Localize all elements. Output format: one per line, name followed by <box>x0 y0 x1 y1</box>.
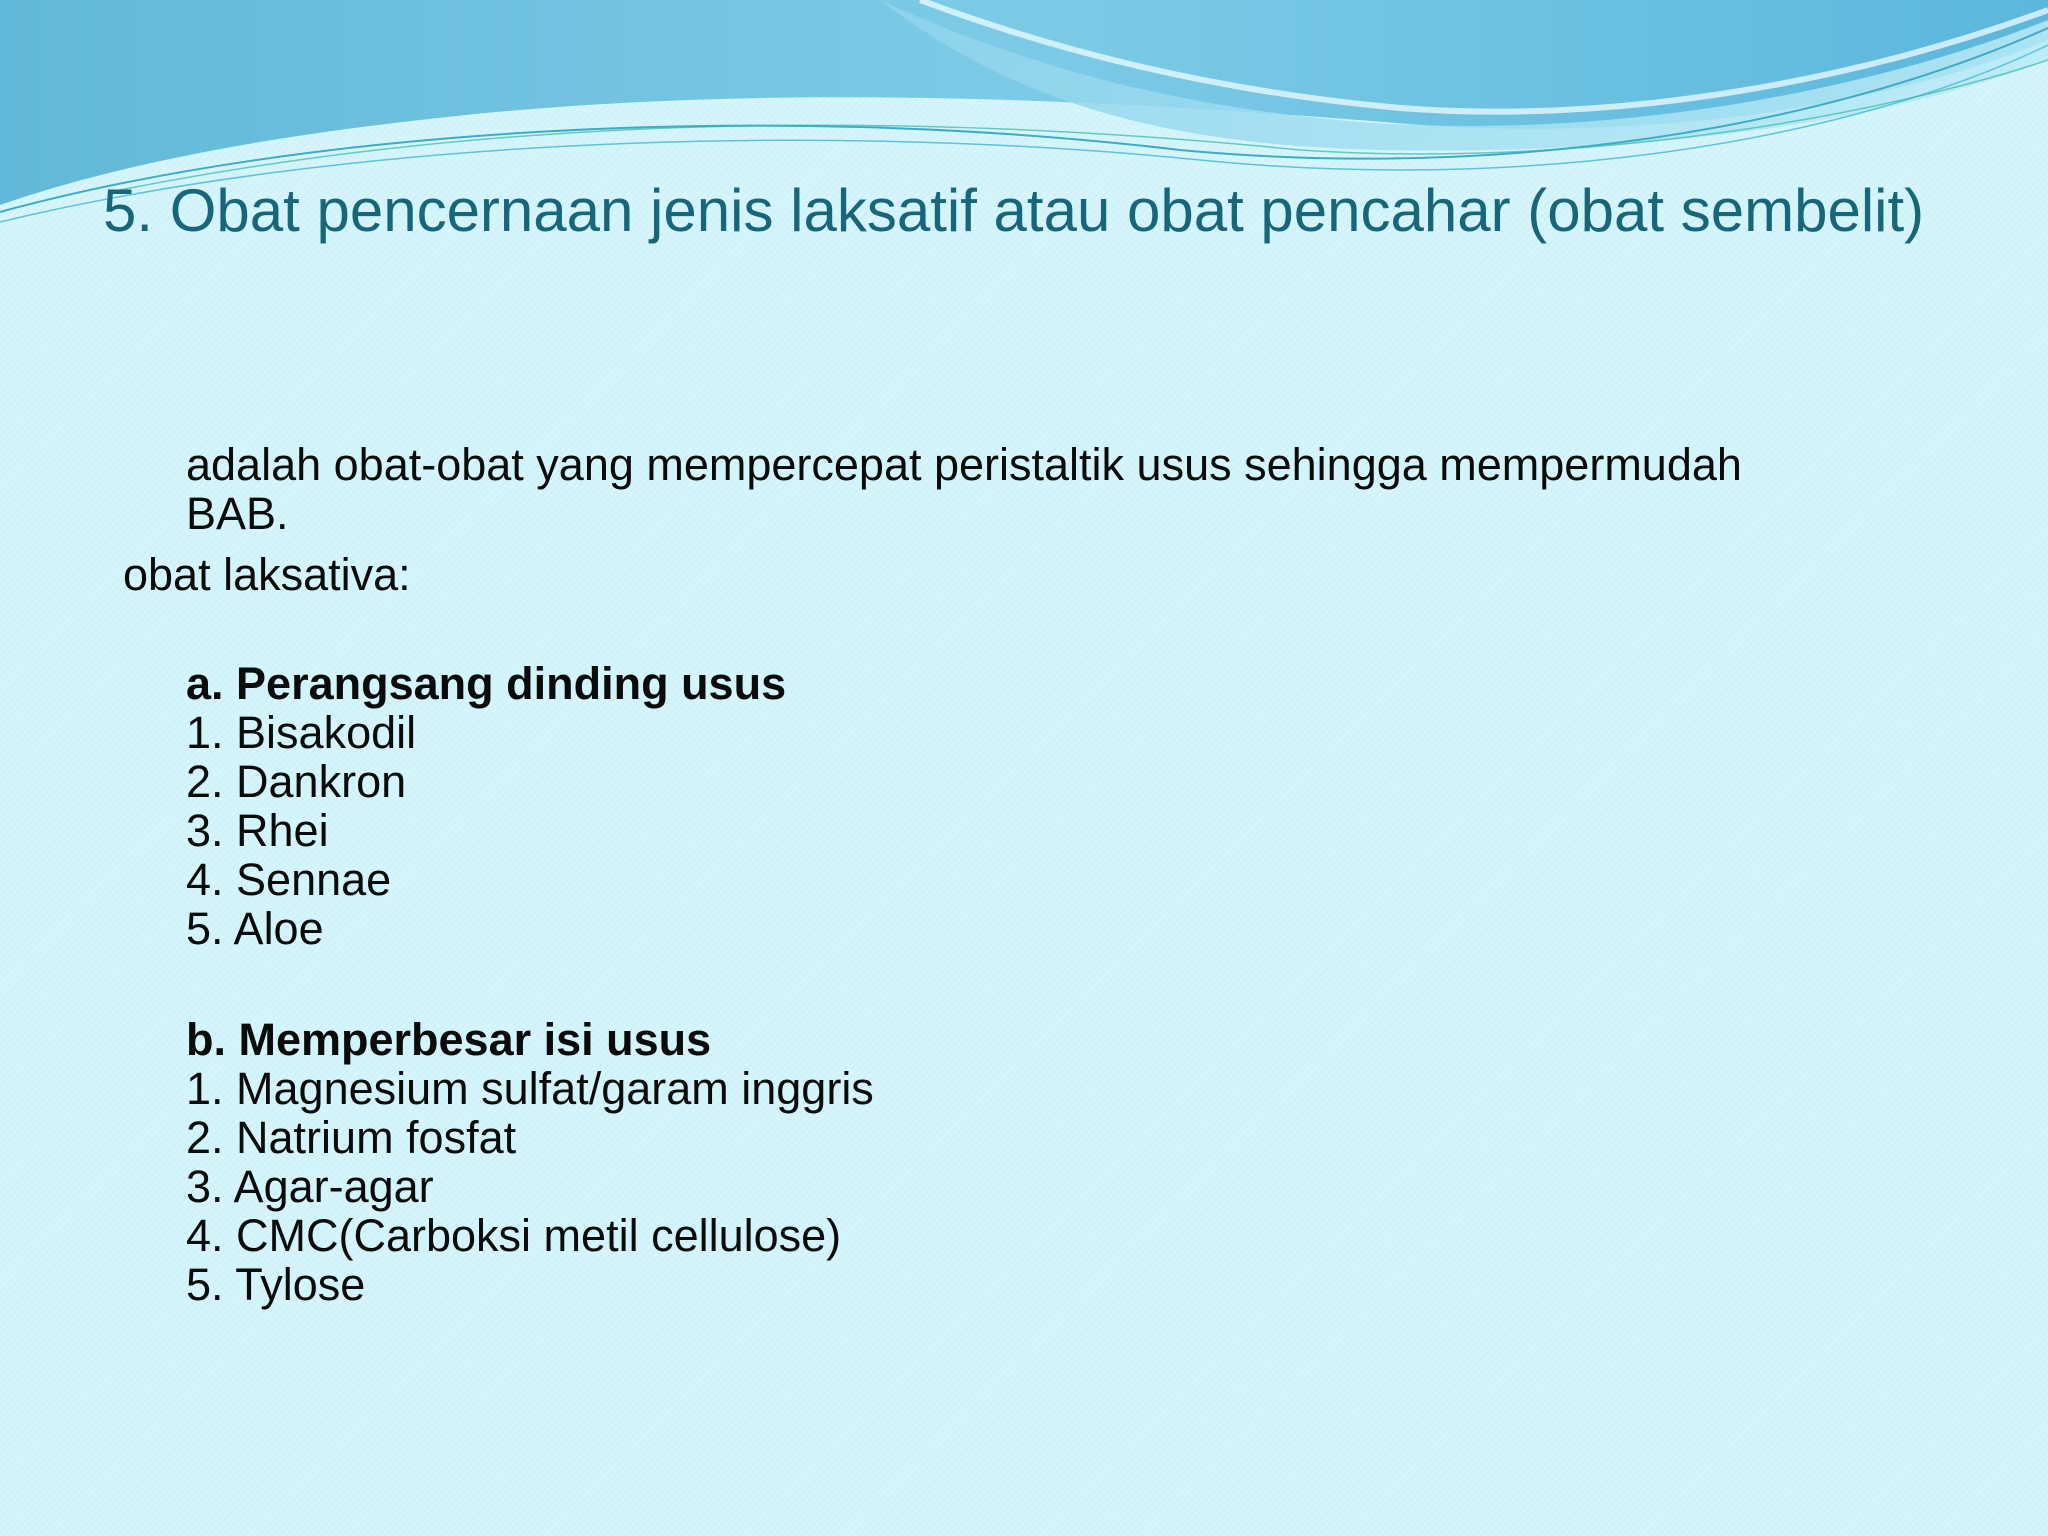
list-item: 1. Bisakodil <box>186 707 417 758</box>
list-item: 2. Natrium fosfat <box>186 1112 517 1163</box>
list-item: 1. Magnesium sulfat/garam inggris <box>186 1063 874 1114</box>
group-a-heading: a. Perangsang dinding usus <box>186 658 787 709</box>
list-item: 3. Agar-agar <box>186 1161 434 1212</box>
group-b <box>186 1015 1586 1309</box>
group-b-heading: b. Memperbesar isi usus <box>186 1014 712 1065</box>
intro-paragraph: adalah obat-obat yang mempercepat peristaltik usus sehingga mempermudah BAB. <box>186 439 1742 539</box>
list-item: 3. Rhei <box>186 805 329 856</box>
slide-title: 5. Obat pencernaan jenis laksatif atau obat pencahar (obat sembelit) <box>103 177 1925 244</box>
list-item: 5. Aloe <box>186 903 324 954</box>
subheading: obat laksativa: <box>123 549 411 600</box>
group-a <box>186 659 1586 953</box>
list-item: 4. CMC(Carboksi metil cellulose) <box>186 1210 842 1261</box>
list-item: 2. Dankron <box>186 756 407 807</box>
list-item: 5. Tylose <box>186 1259 366 1310</box>
list-item: 4. Sennae <box>186 854 392 905</box>
